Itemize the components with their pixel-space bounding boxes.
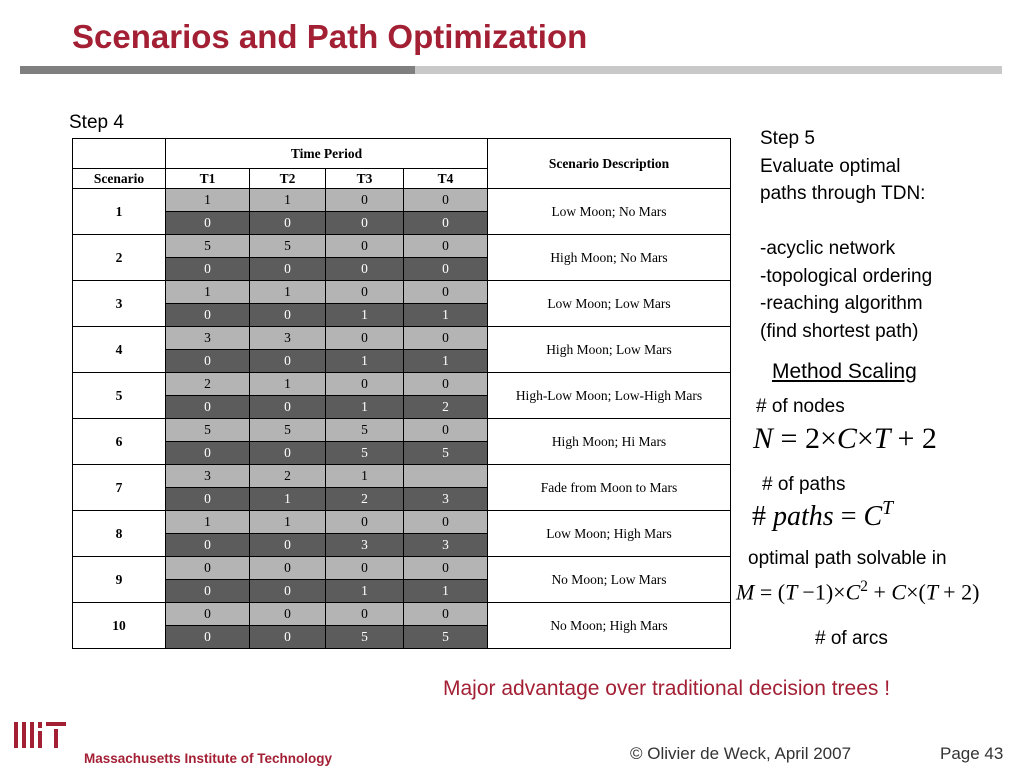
scenario-number: 8 (73, 511, 166, 557)
period-header-t1: T1 (166, 169, 250, 189)
scenario-number: 4 (73, 327, 166, 373)
method-scaling-heading: Method Scaling (772, 360, 917, 383)
top-value-cell: 0 (326, 281, 404, 304)
bottom-value-cell: 0 (166, 258, 250, 281)
step5-line: -reaching algorithm (760, 293, 923, 314)
bottom-value-cell: 1 (250, 488, 326, 511)
copyright-text: © Olivier de Weck, April 2007 (630, 744, 852, 763)
top-value-cell: 0 (404, 419, 488, 442)
scenario-description: High Moon; Low Mars (488, 327, 731, 373)
top-value-cell: 0 (404, 327, 488, 350)
bottom-value-cell: 0 (166, 304, 250, 327)
bottom-value-cell: 5 (404, 442, 488, 465)
bottom-value-cell: 0 (250, 442, 326, 465)
top-value-cell: 0 (326, 373, 404, 396)
top-value-cell: 0 (250, 603, 326, 626)
scenario-number: 2 (73, 235, 166, 281)
bottom-value-cell: 0 (404, 212, 488, 235)
title-rule-dark (20, 66, 415, 74)
scenario-row-top (73, 327, 731, 350)
top-value-cell: 0 (404, 511, 488, 534)
bottom-value-cell: 1 (404, 580, 488, 603)
step5-text (760, 125, 932, 345)
bottom-value-cell: 3 (404, 488, 488, 511)
step5-line: Step 5 (760, 128, 815, 149)
bottom-value-cell: 0 (166, 350, 250, 373)
period-header-t2: T2 (250, 169, 326, 189)
scenario-row-top (73, 373, 731, 396)
page-number: Page 43 (940, 744, 1004, 763)
scenario-header: Scenario (73, 169, 166, 189)
top-value-cell: 0 (326, 189, 404, 212)
top-value-cell: 0 (326, 557, 404, 580)
institution-name: Massachusetts Institute of Technology (84, 751, 333, 766)
bottom-value-cell: 5 (404, 626, 488, 649)
top-value-cell: 1 (250, 189, 326, 212)
scenario-table (72, 138, 731, 649)
scenario-row-top (73, 557, 731, 580)
top-value-cell: 3 (166, 327, 250, 350)
bottom-value-cell: 0 (166, 534, 250, 557)
nodes-label: # of nodes (756, 396, 845, 417)
top-value-cell: 3 (250, 327, 326, 350)
step4-label: Step 4 (69, 112, 124, 133)
nodes-equation: N = 2×C×T + 2 (753, 422, 937, 455)
top-value-cell: 5 (250, 419, 326, 442)
top-value-cell: 1 (326, 465, 404, 488)
top-value-cell: 0 (250, 557, 326, 580)
top-value-cell: 0 (404, 189, 488, 212)
top-value-cell: 5 (166, 235, 250, 258)
scenario-number: 7 (73, 465, 166, 511)
top-value-cell: 0 (166, 603, 250, 626)
bottom-value-cell: 0 (166, 212, 250, 235)
top-value-cell: 1 (166, 281, 250, 304)
step5-line: (find shortest path) (760, 320, 919, 342)
top-value-cell: 0 (166, 557, 250, 580)
bottom-value-cell: 0 (250, 304, 326, 327)
top-value-cell: 2 (250, 465, 326, 488)
scenario-description: High Moon; No Mars (488, 235, 731, 281)
bottom-value-cell: 5 (326, 442, 404, 465)
top-value-cell: 1 (250, 281, 326, 304)
slide-title: Scenarios and Path Optimization (72, 18, 588, 55)
scenario-number: 10 (73, 603, 166, 649)
bottom-value-cell: 3 (326, 534, 404, 557)
scenario-description: High-Low Moon; Low-High Mars (488, 373, 731, 419)
mit-logo-icon (14, 720, 72, 750)
description-header: Scenario Description (488, 139, 731, 189)
step5-line: -acyclic network (760, 238, 896, 259)
bottom-value-cell: 0 (166, 626, 250, 649)
top-value-cell: 0 (326, 327, 404, 350)
top-value-cell: 5 (250, 235, 326, 258)
bottom-value-cell: 0 (166, 580, 250, 603)
bottom-value-cell: 1 (326, 304, 404, 327)
top-value-cell: 1 (166, 189, 250, 212)
scenario-row-top (73, 465, 731, 488)
bottom-value-cell: 0 (166, 442, 250, 465)
top-value-cell: 0 (404, 373, 488, 396)
optimal-label: optimal path solvable in (748, 548, 947, 569)
paths-label: # of paths (762, 474, 846, 495)
bottom-value-cell: 0 (166, 488, 250, 511)
bottom-value-cell: 0 (404, 258, 488, 281)
title-rule-light (415, 66, 1002, 74)
top-value-cell: 0 (326, 235, 404, 258)
scenario-number: 3 (73, 281, 166, 327)
top-value-cell (404, 465, 488, 488)
bottom-value-cell: 1 (404, 304, 488, 327)
paths-equation: # paths = $C^T$ (752, 498, 894, 532)
bottom-value-cell: 0 (250, 258, 326, 281)
header-blank (73, 139, 166, 169)
scenario-row-top (73, 281, 731, 304)
top-value-cell: 5 (326, 419, 404, 442)
step5-line (760, 208, 932, 236)
scenario-number: 9 (73, 557, 166, 603)
top-value-cell: 0 (404, 281, 488, 304)
top-value-cell: 0 (404, 557, 488, 580)
bottom-value-cell: 1 (326, 396, 404, 419)
scenario-row-top (73, 603, 731, 626)
bottom-value-cell: 3 (404, 534, 488, 557)
scenario-row-top (73, 511, 731, 534)
scenario-number: 1 (73, 189, 166, 235)
bottom-value-cell: 2 (404, 396, 488, 419)
scenario-description: Low Moon; High Mars (488, 511, 731, 557)
scenario-description: Low Moon; Low Mars (488, 281, 731, 327)
top-value-cell: 0 (404, 235, 488, 258)
arcs-label: # of arcs (815, 628, 888, 649)
scenario-description: No Moon; Low Mars (488, 557, 731, 603)
bottom-value-cell: 0 (250, 396, 326, 419)
scenario-description: Fade from Moon to Mars (488, 465, 731, 511)
step5-line: paths through TDN: (760, 183, 926, 204)
bottom-value-cell: 0 (250, 212, 326, 235)
step5-line: Evaluate optimal (760, 155, 901, 177)
bottom-value-cell: 0 (166, 396, 250, 419)
top-value-cell: 1 (250, 373, 326, 396)
top-value-cell: 1 (250, 511, 326, 534)
top-value-cell: 3 (166, 465, 250, 488)
bottom-value-cell: 0 (250, 534, 326, 557)
scenario-row-top (73, 419, 731, 442)
top-value-cell: 0 (326, 603, 404, 626)
bottom-value-cell: 0 (250, 626, 326, 649)
step5-line: -topological ordering (760, 265, 933, 287)
top-value-cell: 0 (404, 603, 488, 626)
scenario-number: 5 (73, 373, 166, 419)
bottom-value-cell: 1 (326, 350, 404, 373)
scenario-description: Low Moon; No Mars (488, 189, 731, 235)
bottom-value-cell: 1 (326, 580, 404, 603)
bottom-value-cell: 0 (326, 258, 404, 281)
bottom-value-cell: 2 (326, 488, 404, 511)
bottom-value-cell: 0 (250, 350, 326, 373)
top-value-cell: 5 (166, 419, 250, 442)
arcs-equation: $M = (T -1)\times C^2 + C\times(T + 2)$ (736, 578, 980, 605)
scenario-number: 6 (73, 419, 166, 465)
scenario-description: No Moon; High Mars (488, 603, 731, 649)
bottom-value-cell: 1 (404, 350, 488, 373)
period-header-t3: T3 (326, 169, 404, 189)
bottom-value-cell: 5 (326, 626, 404, 649)
bottom-value-cell: 0 (250, 580, 326, 603)
top-value-cell: 2 (166, 373, 250, 396)
time-period-header: Time Period (166, 139, 488, 169)
period-header-t4: T4 (404, 169, 488, 189)
advantage-statement: Major advantage over traditional decision trees ! (443, 677, 891, 700)
bottom-value-cell: 0 (326, 212, 404, 235)
scenario-description: High Moon; Hi Mars (488, 419, 731, 465)
top-value-cell: 0 (326, 511, 404, 534)
scenario-row-top (73, 235, 731, 258)
top-value-cell: 1 (166, 511, 250, 534)
scenario-row-top (73, 189, 731, 212)
